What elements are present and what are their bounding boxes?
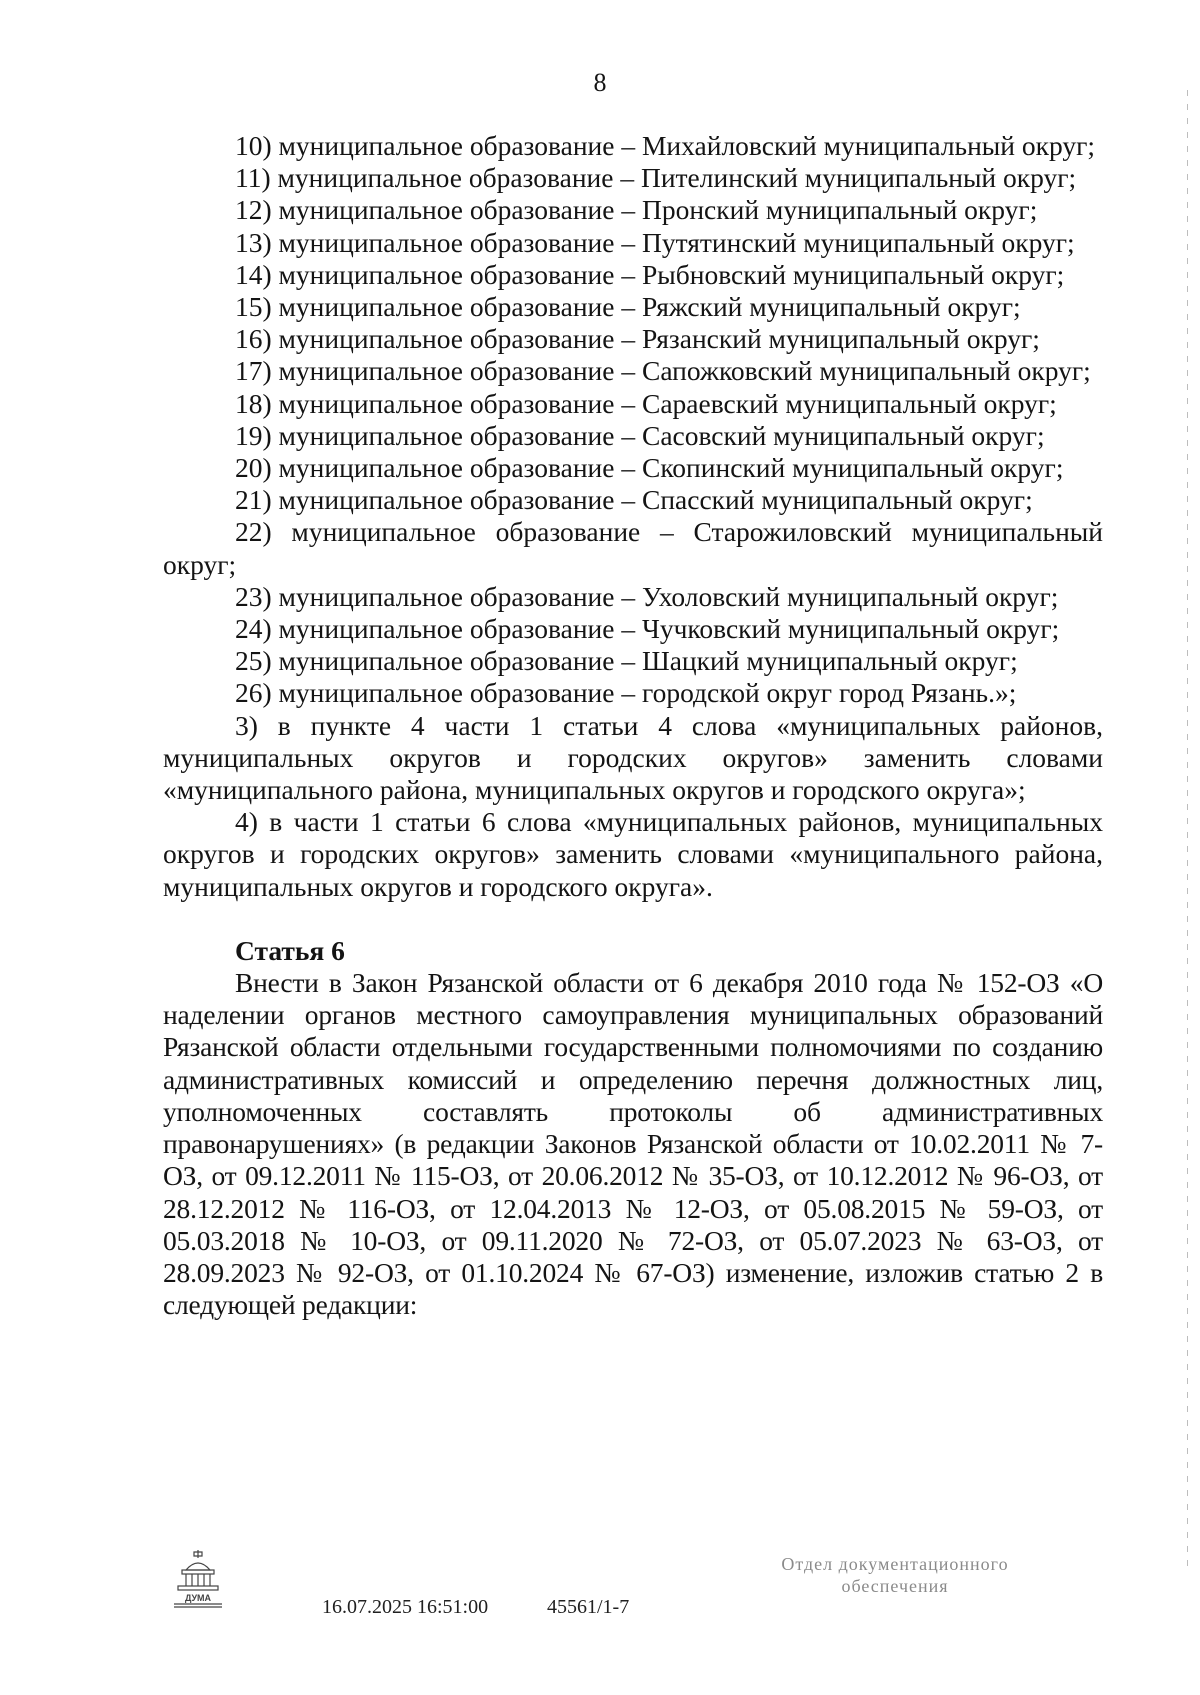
list-item: 18) муниципальное образование – Сараевский муниципальный округ; <box>235 387 1057 419</box>
department-line: Отдел документационного <box>781 1554 1009 1574</box>
duma-emblem-icon <box>168 1548 228 1610</box>
list-item: 16) муниципальное образование – Рязанский муниципальный округ; <box>235 323 1040 355</box>
list-item: 11) муниципальное образование – Пителинский муниципальный округ; <box>235 162 1077 194</box>
list-item: 14) муниципальное образование – Рыбновский муниципальный округ; <box>235 258 1065 290</box>
list-item: 17) муниципальное образование – Сапожковский муниципальный округ; <box>235 355 1091 387</box>
amendment-paragraph: 3) в пункте 4 части 1 статьи 4 слова «муниципальных районов, муниципальных округов и городских округов» заменить словами «муниципального района, муниципальных округов и городского округа»; <box>163 709 1103 806</box>
list-item: 23) муниципальное образование – Ухоловский муниципальный округ; <box>235 580 1059 612</box>
department-line: обеспечения <box>841 1576 949 1596</box>
list-item: 25) муниципальное образование – Шацкий муниципальный округ; <box>235 645 1018 677</box>
list-item: 20) муниципальное образование – Скопинский муниципальный округ; <box>235 452 1064 484</box>
scan-margin-mark <box>1187 90 1188 1570</box>
amendment-paragraph: 4) в части 1 статьи 6 слова «муниципальных районов, муниципальных округов и городских округов» заменить словами «муниципального района, муниципальных округов и городского округа». <box>163 806 1103 902</box>
list-item: 24) муниципальное образование – Чучковский муниципальный округ; <box>235 613 1060 645</box>
list-item: 22) муниципальное образование – Старожиловский муниципальный округ; <box>163 516 1103 580</box>
article-heading: Статья 6 <box>235 934 345 966</box>
list-item: 15) муниципальное образование – Ряжский муниципальный округ; <box>235 291 1021 323</box>
page-number: 8 <box>593 68 607 97</box>
document-body <box>163 130 1103 1321</box>
list-item: 21) муниципальное образование – Спасский муниципальный округ; <box>235 484 1033 516</box>
list-item: 19) муниципальное образование – Сасовский муниципальный округ; <box>235 419 1045 451</box>
list-item: 12) муниципальное образование – Пронский муниципальный округ; <box>235 194 1038 226</box>
department-stamp <box>745 1553 1045 1597</box>
emblem-caption: ДУМА <box>184 1593 212 1603</box>
registration-timestamp: 16.07.2025 16:51:00 <box>322 1596 489 1618</box>
article-text: Внести в Закон Рязанской области от 6 декабря 2010 года № 152-ОЗ «О наделении органов местного самоуправления муниципальных образований Рязанской области отдельными государственными полномочиями по созданию административных комиссий и определению перечня должностных лиц, уполномоченных составлять протоколы об административных правонарушениях» (в редакции Законов Рязанской области от 10.02.2011 № 7-ОЗ, от 09.12.2011 № 115-ОЗ, от 20.06.2012 № 35-ОЗ, от 10.12.2012 № 96-ОЗ, от 28.12.2012 № 116-ОЗ, от 12.04.2013 № 12-ОЗ, от 05.08.2015 № 59-ОЗ, от 05.03.2018 № 10-ОЗ, от 09.11.2020 № 72-ОЗ, от 05.07.2023 № 63-ОЗ, от 28.09.2023 № 92-ОЗ, от 01.10.2024 № 67-ОЗ) изменение, изложив статью 2 в следующей редакции: <box>163 967 1103 1321</box>
list-item: 26) муниципальное образование – городской округ город Рязань.»; <box>235 677 1017 709</box>
registration-number: 45561/1-7 <box>547 1596 630 1618</box>
list-item: 10) муниципальное образование – Михайловский муниципальный округ; <box>235 130 1096 161</box>
list-item: 13) муниципальное образование – Путятинский муниципальный округ; <box>235 226 1075 258</box>
